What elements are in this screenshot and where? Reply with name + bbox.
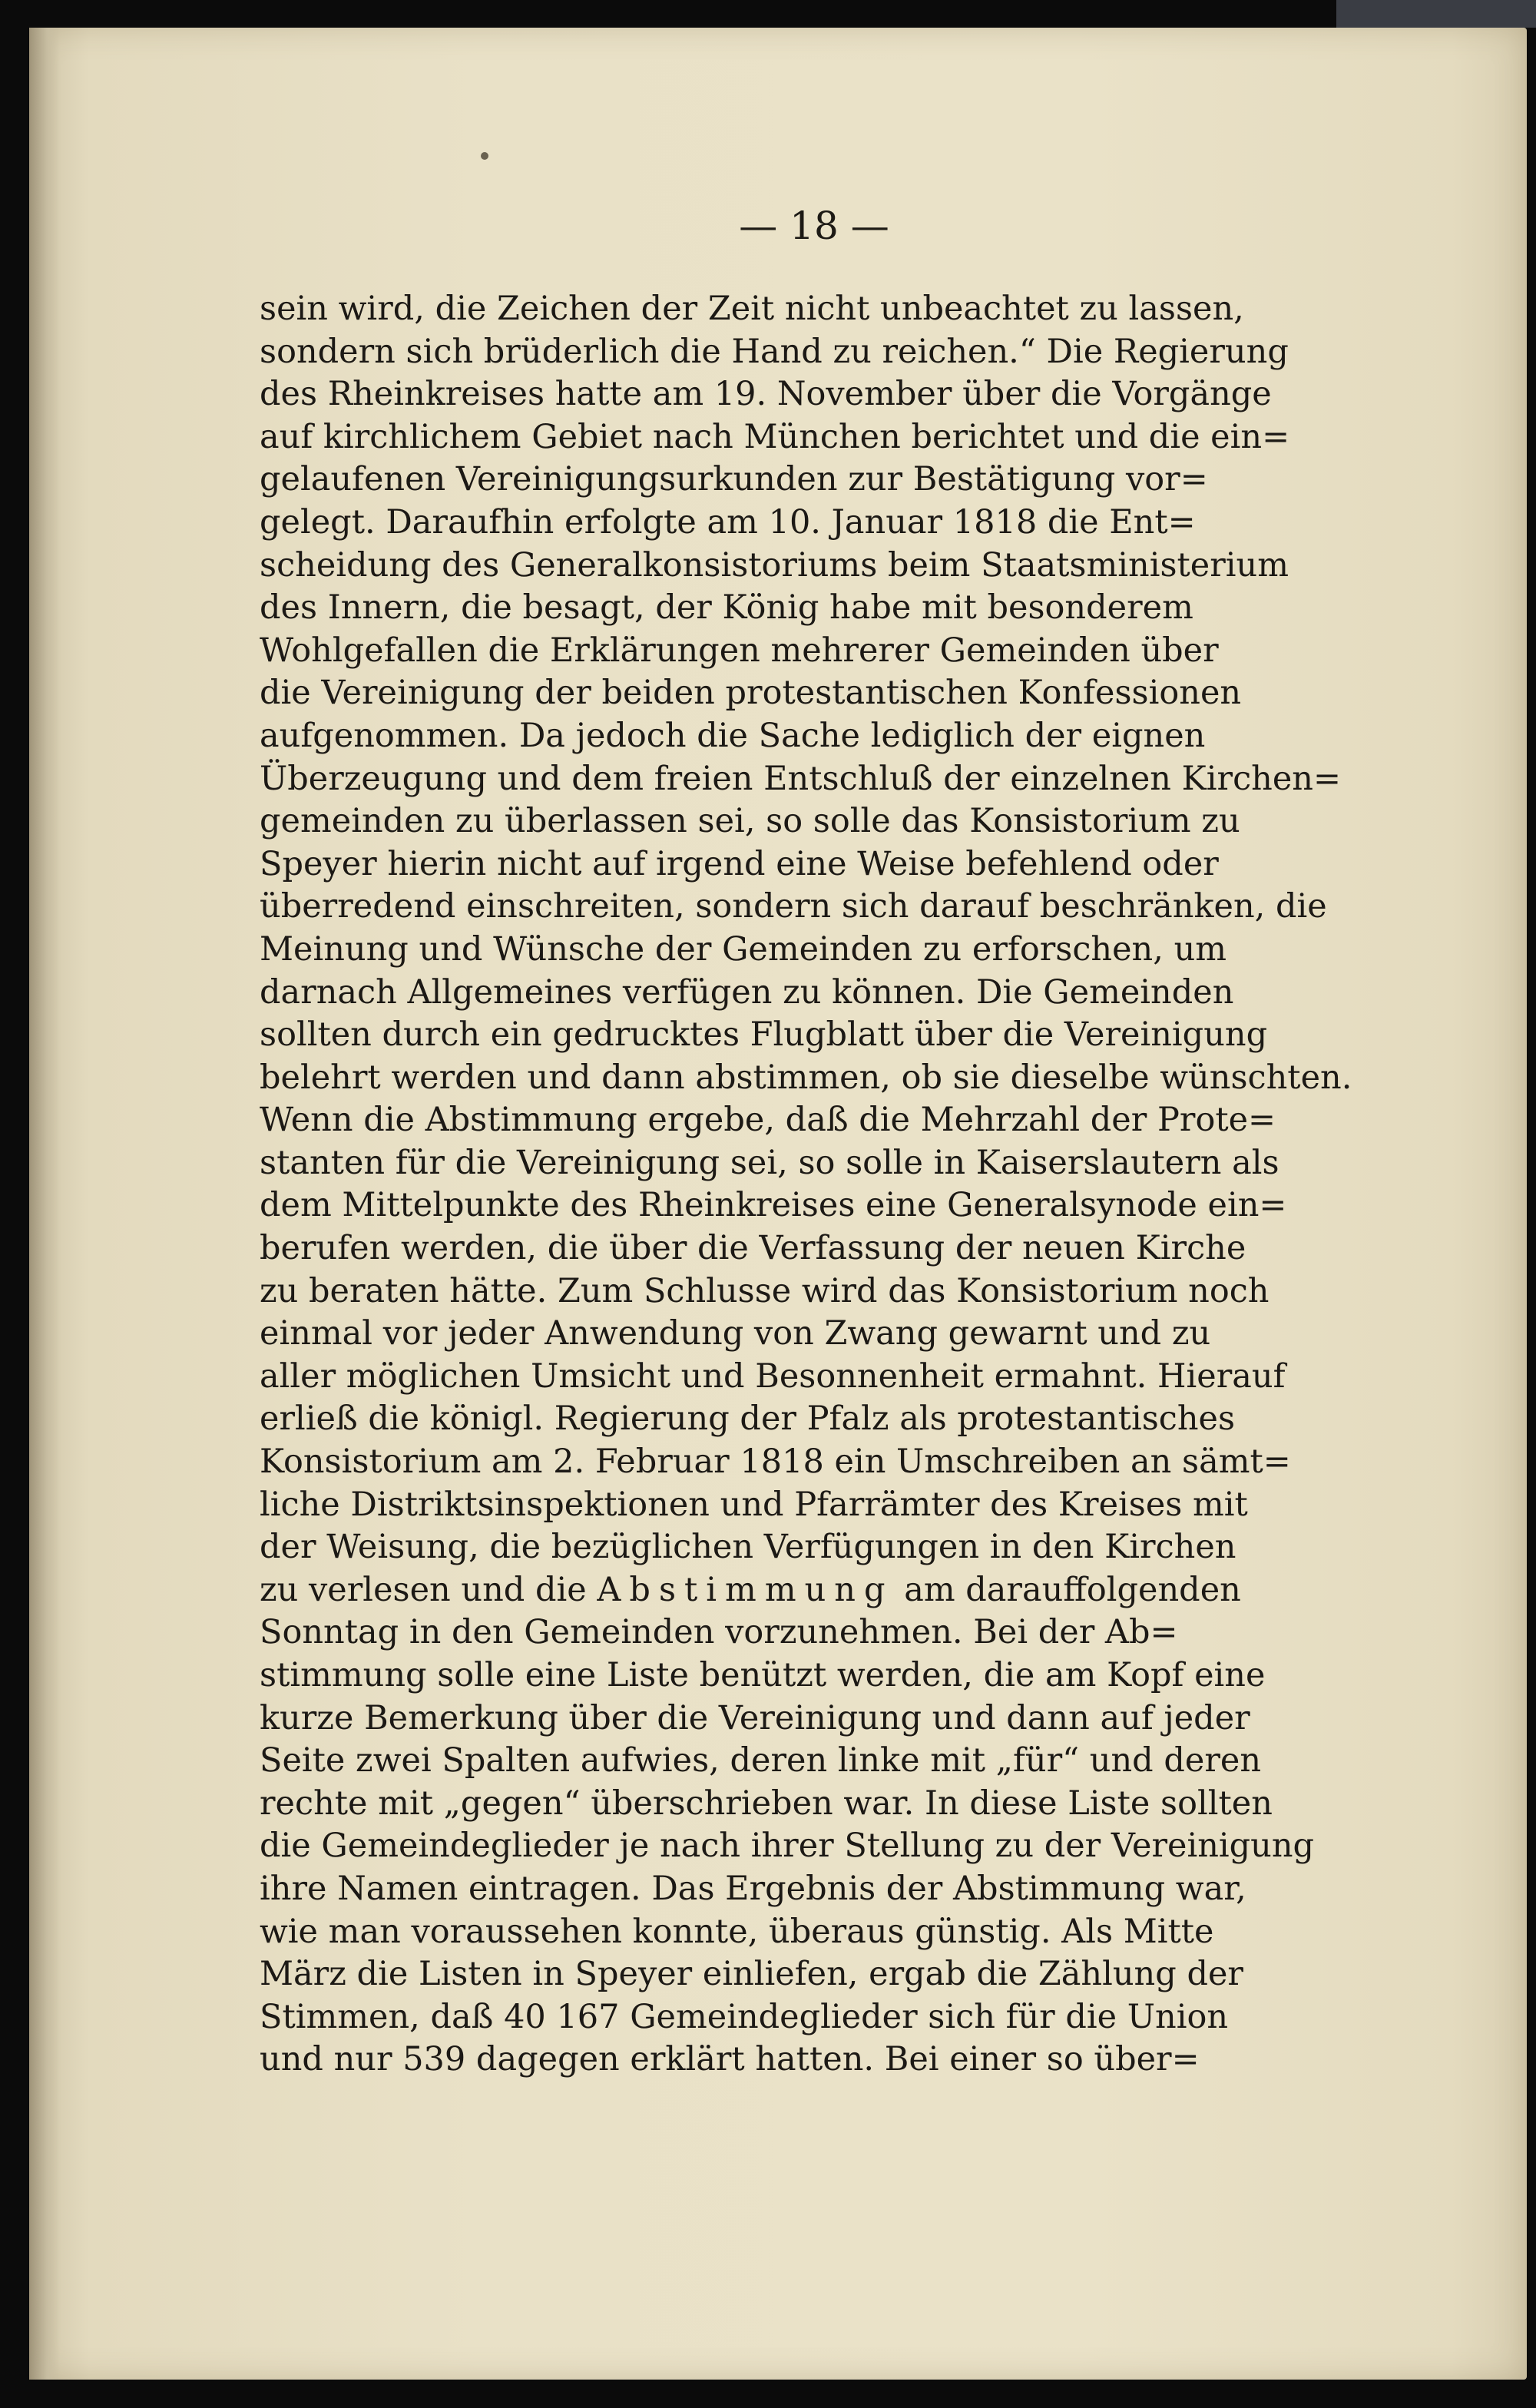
text-line: berufen werden, die über die Verfassung der neuen Kirche xyxy=(260,1229,1246,1268)
ink-speck xyxy=(481,152,488,160)
text-line: März die Listen in Speyer einliefen, ergab die Zählung der xyxy=(260,1955,1243,1994)
text-line: und nur 539 dagegen erklärt hatten. Bei einer so über= xyxy=(260,2040,1200,2079)
text-line: wie man voraussehen konnte, überaus günstig. Als Mitte xyxy=(260,1912,1214,1951)
text-fragment: am darauffolgenden xyxy=(904,1570,1241,1609)
text-line: die Vereinigung der beiden protestantischen Konfessionen xyxy=(260,674,1242,713)
text-line: sollten durch ein gedrucktes Flugblatt über die Vereinigung xyxy=(260,1015,1268,1055)
body-text xyxy=(260,288,1382,2082)
text-line: gelaufenen Vereinigungsurkunden zur Bestätigung vor= xyxy=(260,460,1208,499)
text-line: erließ die königl. Regierung der Pfalz als protestantisches xyxy=(260,1399,1236,1439)
text-line: aller möglichen Umsicht und Besonnenheit ermahnt. Hierauf xyxy=(260,1356,1286,1396)
text-line: stimmung solle eine Liste benützt werden, die am Kopf eine xyxy=(260,1656,1266,1694)
text-line: Wohlgefallen die Erklärungen mehrerer Gemeinden über xyxy=(260,631,1219,670)
text-line: darnach Allgemeines verfügen zu können. Die Gemeinden xyxy=(260,972,1234,1012)
page-binding-shadow xyxy=(29,28,60,2380)
text-line: Konsistorium am 2. Februar 1818 ein Umschreiben an sämt= xyxy=(260,1442,1291,1482)
text-line: auf kirchlichem Gebiet nach München berichtet und die ein= xyxy=(260,417,1290,456)
text-line: zu beraten hätte. Zum Schlusse wird das Konsistorium noch xyxy=(260,1271,1270,1310)
text-line: rechte mit „gegen“ überschrieben war. In diese Liste sollten xyxy=(260,1784,1273,1823)
text-line: stanten für die Vereinigung sei, so solle in Kaiserslautern als xyxy=(260,1143,1279,1182)
text-line: sondern sich brüderlich die Hand zu reichen.“ Die Regierung xyxy=(260,332,1289,371)
text-fragment: zu verlesen und die xyxy=(260,1570,587,1609)
text-line: ihre Namen eintragen. Das Ergebnis der Abstimmung war, xyxy=(260,1869,1246,1908)
text-line: Überzeugung und dem freien Entschluß der einzelnen Kirchen= xyxy=(260,759,1342,798)
text-line: kurze Bemerkung über die Vereinigung und dann auf jeder xyxy=(260,1698,1250,1737)
text-line: einmal vor jeder Anwendung von Zwang gewarnt und zu xyxy=(260,1314,1211,1353)
page-number: — 18 — xyxy=(739,204,889,248)
text-line: des Innern, die besagt, der König habe mit besonderem xyxy=(260,588,1193,628)
text-line: überredend einschreiten, sondern sich darauf beschränken, die xyxy=(260,887,1327,926)
text-line: Stimmen, daß 40 167 Gemeindeglieder sich für die Union xyxy=(260,1997,1229,2036)
text-line: gelegt. Daraufhin erfolgte am 10. Januar 1818 die Ent= xyxy=(260,502,1196,542)
text-line: sein wird, die Zeichen der Zeit nicht unbeachtet zu lassen, xyxy=(260,290,1244,328)
text-line: scheidung des Generalkonsistoriums beim Staatsministerium xyxy=(260,545,1289,585)
text-line: Wenn die Abstimmung ergebe, daß die Mehrzahl der Prote= xyxy=(260,1101,1276,1140)
text-line: die Gemeindeglieder je nach ihrer Stellung zu der Vereinigung xyxy=(260,1827,1315,1866)
text-line: Sonntag in den Gemeinden vorzunehmen. Bei der Ab= xyxy=(260,1613,1178,1652)
text-line: des Rheinkreises hatte am 19. November über die Vorgänge xyxy=(260,375,1272,414)
text-line: Speyer hierin nicht auf irgend eine Weise befehlend oder xyxy=(260,844,1219,883)
book-cover-edge xyxy=(1336,0,1536,28)
text-line: belehrt werden und dann abstimmen, ob sie dieselbe wünschten. xyxy=(260,1058,1352,1097)
text-line: dem Mittelpunkte des Rheinkreises eine Generalsynode ein= xyxy=(260,1186,1287,1225)
text-line: gemeinden zu überlassen sei, so solle das Konsistorium zu xyxy=(260,802,1240,841)
text-line: aufgenommen. Da jedoch die Sache lediglich der eignen xyxy=(260,716,1206,755)
text-line: der Weisung, die bezüglichen Verfügungen in den Kirchen xyxy=(260,1528,1236,1567)
text-line: Seite zwei Spalten aufwies, deren linke mit „für“ und deren xyxy=(260,1741,1262,1780)
text-line: liche Distriktsinspektionen und Pfarrämter des Kreises mit xyxy=(260,1485,1248,1524)
text-line: Meinung und Wünsche der Gemeinden zu erforschen, um xyxy=(260,929,1227,969)
spaced-emphasis-word: Abstimmung xyxy=(597,1570,894,1609)
text-line-with-spaced-word xyxy=(260,1569,1382,1612)
